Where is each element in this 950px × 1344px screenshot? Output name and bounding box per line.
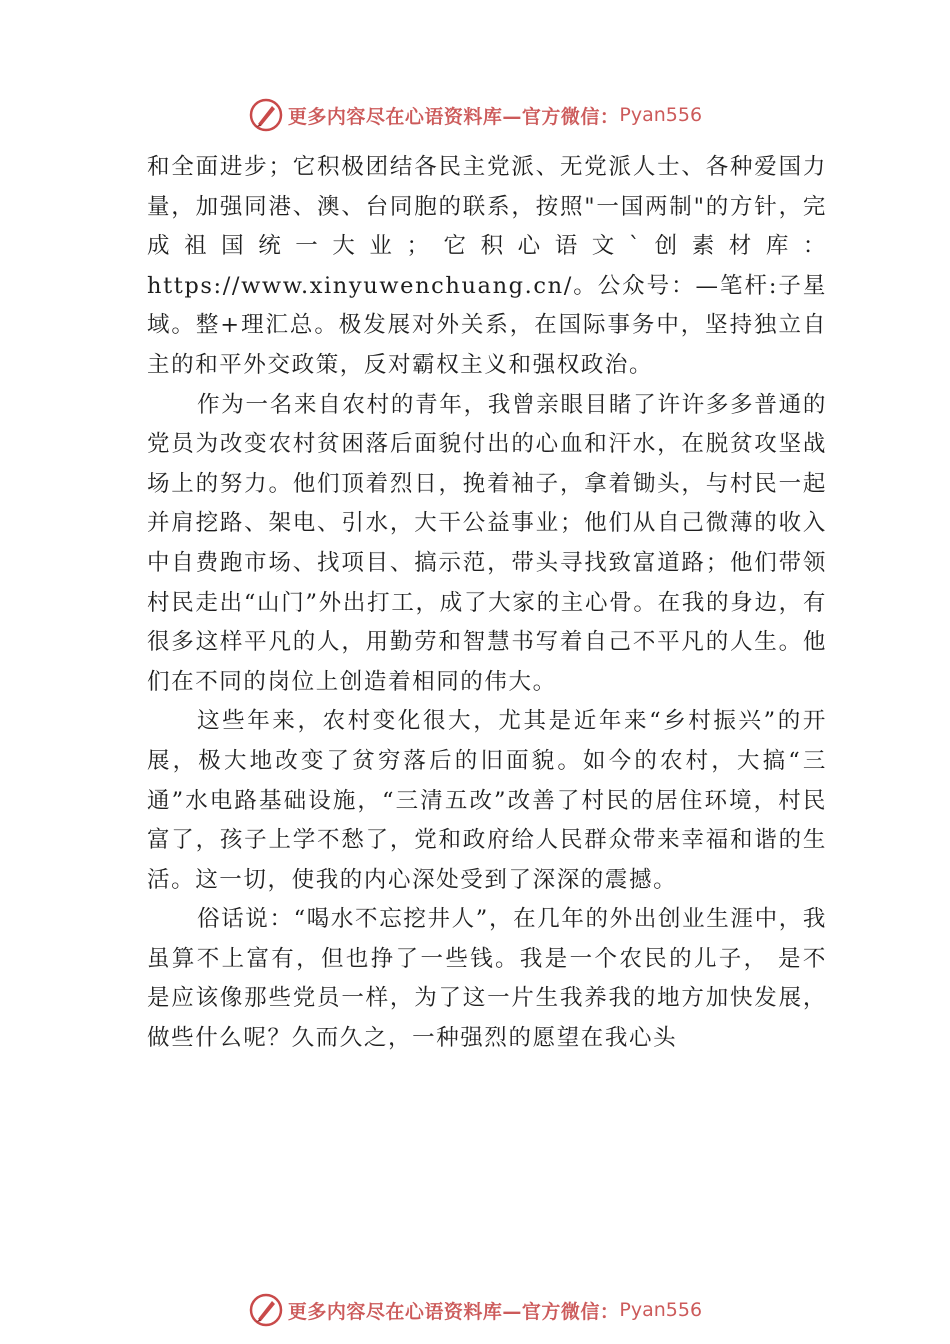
- header-wechat-id: Pyan556: [619, 104, 703, 126]
- header-banner: [0, 95, 950, 135]
- footer-text: 更多内容尽在心语资料库—官方微信：: [287, 1300, 620, 1323]
- header-text: 更多内容尽在心语资料库—官方微信：: [287, 105, 620, 128]
- paragraph-4: 俗话说：“喝水不忘挖井人”，在几年的外出创业生涯中，我虽算不上富有，但也挣了一些钱。我是一个农民的儿子， 是不是应该像那些党员一样，为了这一片生我养我的地方加快发展，做些什么呢？久而久之，一种强烈的愿望在我心头: [147, 906, 827, 1052]
- paragraph-2: 作为一名来自农村的青年，我曾亲眼目睹了许许多多普通的党员为改变农村贫困落后面貌付出的心血和汗水，在脱贫攻坚战场上的努力。他们顶着烈日，挽着袖子，拿着锄头，与村民一起并肩挖路、架电、引水，大干公益事业；他们从自己微薄的收入中自费跑市场、找项目、搞示范，带头寻找致富道路；他们带领村民走出“山门”外出打工，成了大家的主心骨。在我的身边，有很多这样平凡的人，用勤劳和智慧书写着自己不平凡的人生。他们在不同的岗位上创造着相同的伟大。: [147, 391, 827, 695]
- brush-pen-logo-icon: [248, 1292, 284, 1328]
- footer-banner: [0, 1290, 950, 1330]
- footer-wechat-id: Pyan556: [619, 1299, 703, 1321]
- paragraph-1: 和全面进步；它积极团结各民主党派、无党派人士、各种爱国力量，加强同港、澳、台同胞的联系，按照"一国两制"的方针，完成祖国统一大业；它积心语文`创素材库：https://www.xinyuwenchuang.cn/。公众号：—笔杆:子星域。整+理汇总。极发展对外关系，在国际事务中，坚持独立自主的和平外交政策，反对霸权主义和强权政治。: [147, 154, 827, 378]
- brush-pen-logo-icon: [248, 97, 284, 133]
- paragraph-3: 这些年来，农村变化很大，尤其是近年来“乡村振兴”的开展，极大地改变了贫穷落后的旧面貌。如今的农村，大搞“三通”水电路基础设施，“三清五改”改善了村民的居住环境，村民富了，孩子上学不愁了，党和政府给人民群众带来幸福和谐的生活。这一切，使我的内心深处受到了深深的震撼。: [147, 708, 827, 893]
- document-body: [147, 148, 827, 1059]
